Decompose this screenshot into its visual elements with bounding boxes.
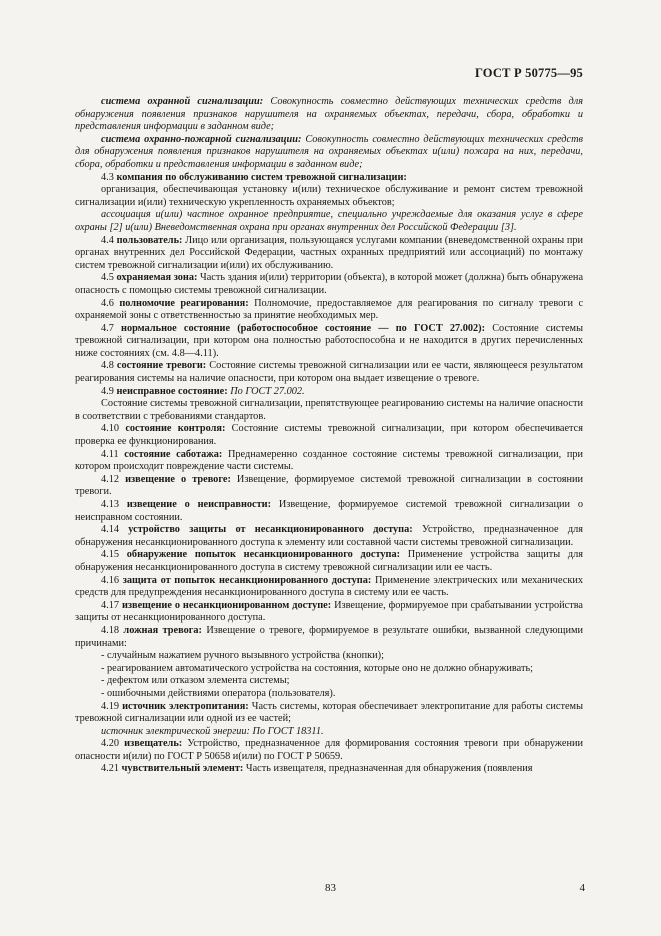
- list-item: Состояние системы тревожной сигнализации, препятствующее реагированию системы на наличие опасности в соответствии с требованиями стандартов.: [75, 398, 583, 422]
- list-item: 4.8 состояние тревоги: Состояние системы тревожной сигнализации или ее части, являющееся результатом реагирования системы на наличие опасности, при котором она выдает извещение о тревоге.: [75, 360, 584, 385]
- list-item: 4.13 извещение о неисправности: Извещение, формируемое системой тревожной сигнализации о неисправном состоянии.: [75, 499, 584, 523]
- sheet-number: 4: [579, 882, 585, 894]
- list-item: источник электрической энергии: По ГОСТ 18311.: [101, 725, 324, 737]
- list-item: организация, обеспечивающая установку и(или) техническое обслуживание и ремонт систем тревожной сигнализации и(или) техническую укрепленность охраняемых объектов;: [75, 184, 583, 208]
- list-item: 4.10 состояние контроля: Состояние системы тревожной сигнализации, при котором обеспечивается проверка ее функционирования.: [75, 423, 583, 448]
- list-item: 4.4 пользователь: Лицо или организация, пользующаяся услугами компании (вневедомственной охраны при органах внутренних дел Российской Федерации, частных охранных предприятий или ассоциаций) по монтажу систем тревожной сигнализации и(или) их обслуживанию.: [75, 234, 584, 271]
- list-item: ассоциация и(или) частное охранное предприятие, специально учреждаемые для оказания услуг в сфере охраны [2] и(или) Вневедомственная охрана при органах внутренних дел Российской Федерации [3].: [75, 209, 583, 233]
- list-item: - случайным нажатием ручного вызывного устройства (кнопки);: [101, 650, 384, 662]
- list-item: 4.17 извещение о несанкционированном доступе: Извещение, формируемое при срабатывании устройства защиты от несанкционированного доступа.: [75, 599, 583, 624]
- standard-header: ГОСТ Р 50775—95: [474, 66, 583, 80]
- list-item: 4.6 полномочие реагирования: Полномочие, предоставляемое для реагирования по сигналу тревоги с охраняемой зоны с ответственностью за принятие необходимых мер.: [75, 297, 584, 322]
- list-item: система охранной сигнализации: Совокупность совместно действующих технических средств для обнаружения появления признаков нарушителя на охраняемых объектах, передачи, сбора, обработки и представления информации в заданном виде;: [75, 96, 584, 133]
- list-item: 4.14 устройство защиты от несанкционированного доступа: Устройство, предназначенное для обнаружения несанкционированного доступа к элементу или составной части системы тревожной сигнализации.: [75, 524, 583, 548]
- list-item: 4.7 нормальное состояние (работоспособное состояние — по ГОСТ 27.002): Состояние системы тревожной сигнализации, при котором она полностью работоспособна и не находится в других перечисленных ниже состояниях (см. 4.8—4.11).: [75, 322, 583, 359]
- list-item: 4.20 извещатель: Устройство, предназначенное для формирования состояния тревоги при обнаружении опасности и(или) по ГОСТ Р 50658 и(или) по ГОСТ Р 50659.: [75, 738, 584, 762]
- list-item: 4.11 состояние саботажа: Преднамеренно созданное состояние системы тревожной сигнализации, при котором происходит повреждение части системы.: [75, 448, 584, 473]
- list-item: - реагированием автоматического устройства на состояния, которые оно не должно обнаруживать;: [101, 662, 534, 674]
- document-body: [75, 96, 583, 776]
- list-item: 4.9 неисправное состояние: По ГОСТ 27.002.: [101, 385, 305, 397]
- list-item: система охранно-пожарной сигнализации: Совокупность совместно действующих технических средств для обнаружения появления признаков нарушителя на охраняемых объектах и(или) пожара на них, передачи, сбора, обработки и представления информации в заданном виде;: [75, 133, 583, 170]
- list-item: 4.21 чувствительный элемент: Часть извещателя, предназначенная для обнаружения (появления: [101, 763, 533, 775]
- list-item: 4.19 источник электропитания: Часть системы, которая обеспечивает электропитание для работы системы тревожной сигнализации или одной из ее частей;: [75, 700, 583, 725]
- list-item: 4.16 защита от попыток несанкционированного доступа: Применение электрических или механических средств для предупреждения несанкционированного доступа в систему или ее часть.: [75, 574, 584, 599]
- list-item: 4.5 охраняемая зона: Часть здания и(или) территории (объекта), в которой может (должна) быть обнаружена опасность с помощью системы тревожной сигнализации.: [75, 272, 584, 296]
- page-number: 83: [325, 882, 336, 894]
- list-item: - дефектом или отказом элемента системы;: [101, 675, 290, 687]
- list-item: 4.15 обнаружение попыток несанкционированного доступа: Применение устройства защиты для обнаружения несанкционированного доступа в систему тревожной сигнализации или ее часть.: [75, 549, 583, 573]
- list-item: 4.18 ложная тревога: Извещение о тревоге, формируемое в результате ошибки, вызванной следующими причинами:: [75, 624, 583, 649]
- list-item: 4.12 извещение о тревоге: Извещение, формируемое системой тревожной сигнализации в состоянии тревоги.: [75, 473, 583, 498]
- list-item: - ошибочными действиями оператора (пользователя).: [101, 687, 336, 699]
- list-item: 4.3 компания по обслуживанию систем тревожной сигнализации:: [101, 171, 407, 183]
